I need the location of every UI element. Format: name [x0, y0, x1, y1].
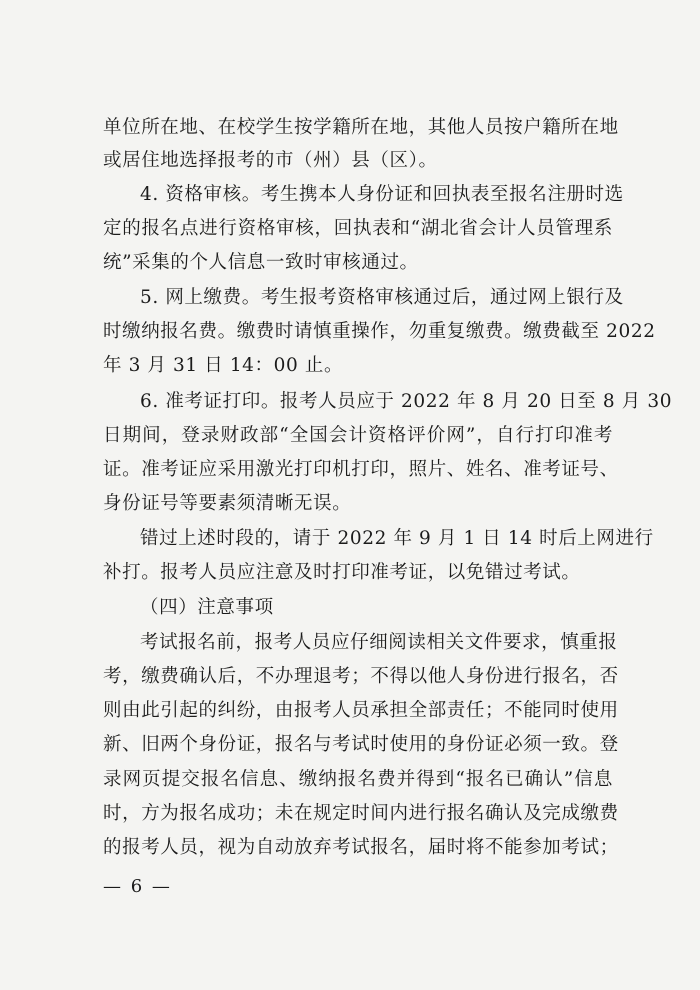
text-line: 4. 资格审核。考生携本人身份证和回执表至报名注册时选 — [140, 184, 624, 205]
text-line: 或居住地选择报考的市（州）县（区）。 — [103, 150, 438, 171]
text-line: 则由此引起的纠纷，由报考人员承担全部责任；不能同时使用 — [103, 700, 619, 721]
text-line: 补打。报考人员应注意及时打印准考证，以免错过考试。 — [103, 562, 581, 583]
text-line: 错过上述时段的，请于 2022 年 9 月 1 日 14 时后上网进行 — [140, 528, 654, 549]
text-line: 时，方为报名成功；未在规定时间内进行报名确认及完成缴费 — [103, 803, 619, 824]
text-line: 单位所在地、在校学生按学籍所在地，其他人员按户籍所在地 — [103, 117, 619, 138]
text-line: 考试报名前，报考人员应仔细阅读相关文件要求，慎重报 — [140, 632, 618, 653]
section-heading: （四）注意事项 — [140, 597, 274, 618]
text-line: 定的报名点进行资格审核，回执表和“湖北省会计人员管理系 — [103, 218, 613, 239]
text-line: 考，缴费确认后，不办理退考；不得以他人身份进行报名，否 — [103, 666, 619, 687]
text-line: 6. 准考证打印。报考人员应于 2022 年 8 月 20 日至 8 月 30 — [140, 391, 673, 412]
text-line: 统”采集的个人信息一致时审核通过。 — [103, 252, 419, 273]
text-line: 时缴纳报名费。缴费时请慎重操作，勿重复缴费。缴费截至 2022 — [103, 321, 656, 342]
text-line: 年 3 月 31 日 14：00 止。 — [103, 355, 344, 376]
text-line: 的报考人员，视为自动放弃考试报名，届时将不能参加考试； — [103, 837, 619, 858]
text-line: 录网页提交报名信息、缴纳报名费并得到“报名已确认”信息 — [103, 769, 613, 790]
text-line: 5. 网上缴费。考生报考资格审核通过后，通过网上银行及 — [140, 287, 624, 308]
text-line: 证。准考证应采用激光打印机打印，照片、姓名、准考证号、 — [103, 459, 619, 480]
text-line: 身份证号等要素须清晰无误。 — [103, 493, 352, 514]
text-line: 日期间，登录财政部“全国会计资格评价网”，自行打印准考 — [103, 425, 613, 446]
text-line: 新、旧两个身份证，报名与考试时使用的身份证必须一致。登 — [103, 734, 619, 755]
page-number: — 6 — — [103, 876, 172, 897]
